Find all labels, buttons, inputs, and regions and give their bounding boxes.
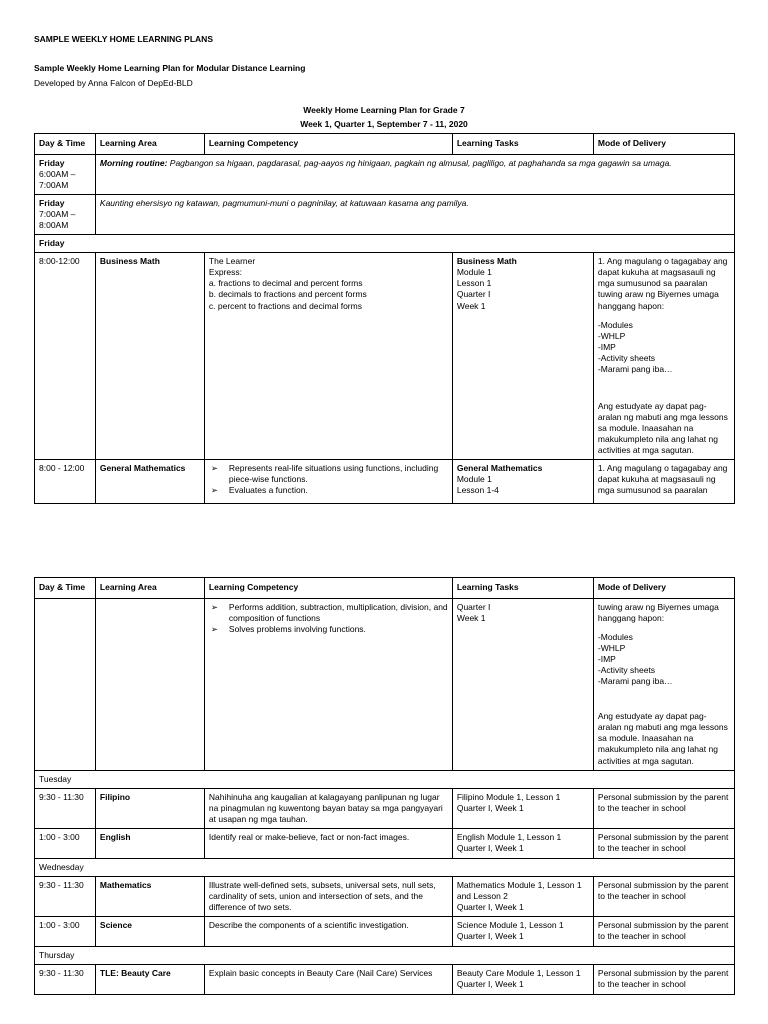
tasks-line: Filipino Module 1, Lesson 1 [456,791,561,802]
table-header-row [35,134,735,155]
competency-cell [204,253,452,460]
section-day-label: Wednesday [35,858,735,876]
table-row [35,916,735,946]
tasks-cell [452,253,593,460]
delivery-cell: Personal submission by the parent to the teacher in school [593,876,734,916]
delivery-spacer [598,312,730,320]
competency-line: The Learner [208,256,256,267]
tasks-line: Lesson 1 [456,278,492,289]
tasks-line: Quarter I, Week 1 [456,979,524,990]
delivery-line: -IMP [597,341,616,352]
tasks-line: Lesson 1-4 [456,485,499,496]
competency-item: ➢ Represents real-life situations using functions, including piece-wise functions. [210,463,439,485]
time-cell: 1:00 - 3:00 [35,828,96,858]
tasks-line: Quarter I, Week 1 [456,930,524,941]
table-header-row [35,578,735,599]
tasks-line: English Module 1, Lesson 1 [456,831,562,842]
competency-cell: Identify real or make-believe, fact or non-fact images. [204,828,452,858]
tasks-line: Quarter I [456,602,491,612]
delivery-line: -Modules [597,632,633,643]
time-cell: 9:30 - 11:30 [35,964,96,994]
tasks-line: Week 1 [456,300,486,311]
col-header-competency: Learning Competency [204,578,452,599]
competency-cell: Illustrate well-defined sets, subsets, universal sets, null sets, cardinality of sets, union and intersection of sets, and the difference of two sets. [204,876,452,916]
table-row [35,195,735,235]
tasks-title: General Mathematics [456,463,543,474]
day-time-cell [35,155,96,195]
plan-title: Sample Weekly Home Learning Plan for Modular Distance Learning [34,63,306,73]
delivery-spacer [598,687,730,711]
routine-cell [95,155,734,195]
time-cell: 8:00 - 12:00 [35,460,96,504]
delivery-cell [593,460,734,504]
tasks-line: Mathematics Module 1, Lesson 1 and Lesson 2 [456,879,582,901]
tasks-line: Quarter I, Week 1 [456,802,524,813]
learning-area-cell: Filipino [95,788,204,828]
grade-plan-title: Weekly Home Learning Plan for Grade 7 [303,105,465,115]
competency-cell [204,460,452,504]
delivery-line: -WHLP [597,330,626,341]
day-label: Friday [39,158,65,168]
competency-cell: Describe the components of a scientific investigation. [204,916,452,946]
tasks-cell [452,599,593,771]
delivery-line: Ang estudyate ay dapat pag-aralan ng mabuti ang mga lessons sa module. Inaasahan na makukumpleto nila ang lahat ng activities at mga sagutan. [597,711,728,766]
delivery-line: tuwing araw ng Biyernes umaga hanggang hapon: [597,602,719,624]
day-label: Friday [39,198,65,209]
col-header-delivery: Mode of Delivery [593,578,734,599]
table-row [35,828,735,858]
delivery-line: -IMP [597,654,616,665]
tasks-line: Quarter I [456,289,491,300]
competency-item: ➢ Solves problems involving functions. [210,624,366,635]
time-cell: 9:30 - 11:30 [35,876,96,916]
arrowhead-bullet-icon: ➢ [210,485,219,496]
col-header-day-time: Day & Time [35,134,96,155]
delivery-line: 1. Ang magulang o tagagabay ang dapat kukuha at magsasauli ng mga sumusunod sa paaralan [597,463,728,496]
delivery-line: -WHLP [597,643,626,654]
delivery-cell [593,253,734,460]
learning-area-cell: Science [95,916,204,946]
delivery-line: -Marami pang iba… [597,363,673,374]
time-cell [35,599,96,771]
doc-title: SAMPLE WEEKLY HOME LEARNING PLANS [34,34,213,44]
section-row [35,858,735,876]
tasks-cell [452,964,593,994]
learning-area-cell: General Mathematics [95,460,204,504]
time-label: 6:00AM – 7:00AM [39,169,76,191]
table-row [35,253,735,460]
tasks-cell [452,828,593,858]
table-row [35,155,735,195]
tasks-line: Quarter I, Week 1 [456,901,524,912]
section-row [35,946,735,964]
section-day-label: Friday [35,235,735,253]
learning-area-cell [95,599,204,771]
time-cell: 1:00 - 3:00 [35,916,96,946]
plan-credit: Developed by Anna Falcon of DepEd-BLD [34,78,193,88]
delivery-spacer [598,375,730,401]
competency-item: ➢ Performs addition, subtraction, multiplication, division, and composition of functions [210,602,448,624]
delivery-cell: Personal submission by the parent to the teacher in school [593,916,734,946]
tasks-title: Business Math [456,256,517,267]
delivery-cell: Personal submission by the parent to the teacher in school [593,964,734,994]
delivery-spacer [598,624,730,632]
learning-area-cell: Business Math [95,253,204,460]
day-time-cell [35,195,96,235]
learning-plan-table-page2 [34,577,735,995]
tasks-cell [452,460,593,504]
col-header-day-time: Day & Time [35,578,96,599]
routine-text: Pagbangon sa higaan, pagdarasal, pag-aayos ng hinigaan, pagkain ng almusal, pagliligo, at paghahanda sa mga gagawin sa umaga. [167,158,672,168]
section-day-label: Thursday [35,946,735,964]
table-row [35,876,735,916]
time-cell: 8:00-12:00 [35,253,96,460]
col-header-delivery: Mode of Delivery [593,134,734,155]
col-header-learning-area: Learning Area [95,578,204,599]
arrowhead-bullet-icon: ➢ [210,463,219,474]
col-header-tasks: Learning Tasks [452,134,593,155]
competency-line: Express: [208,267,242,278]
delivery-cell: Personal submission by the parent to the teacher in school [593,828,734,858]
delivery-line: 1. Ang magulang o tagagabay ang dapat kukuha at magsasauli ng mga sumusunod sa paaralan tuwing araw ng Biyernes umaga hanggang hapon: [597,256,728,311]
col-header-tasks: Learning Tasks [452,578,593,599]
col-header-learning-area: Learning Area [95,134,204,155]
learning-area-cell: Mathematics [95,876,204,916]
tasks-cell [452,788,593,828]
routine-label: Morning routine: [99,158,168,168]
learning-area-cell: English [95,828,204,858]
section-day-label: Tuesday [35,770,735,788]
table-row [35,460,735,504]
competency-line: a. fractions to decimal and percent forms [208,278,363,289]
delivery-line: -Activity sheets [597,352,656,363]
week-subtitle: Week 1, Quarter 1, September 7 - 11, 2020 [300,119,468,129]
tasks-line: Module 1 [456,267,492,278]
tasks-line: Week 1 [456,613,486,624]
tasks-line: Beauty Care Module 1, Lesson 1 [456,967,581,978]
competency-line: b. decimals to fractions and percent forms [208,289,367,300]
delivery-cell [593,599,734,771]
col-header-competency: Learning Competency [204,134,452,155]
tasks-line: Science Module 1, Lesson 1 [456,919,564,930]
delivery-line: Ang estudyate ay dapat pag-aralan ng mabuti ang mga lessons sa module. Inaasahan na makukumpleto nila ang lahat ng activities at mga sagutan. [597,400,728,455]
tasks-line: Module 1 [456,474,492,485]
delivery-line: -Modules [597,319,633,330]
table-row [35,788,735,828]
table-row [35,964,735,994]
tasks-line: Quarter I, Week 1 [456,842,524,853]
delivery-cell: Personal submission by the parent to the teacher in school [593,788,734,828]
competency-item: ➢ Evaluates a function. [210,485,308,496]
tasks-cell [452,876,593,916]
competency-cell: Explain basic concepts in Beauty Care (Nail Care) Services [204,964,452,994]
tasks-cell [452,916,593,946]
competency-cell: Nahihinuha ang kaugalian at kalagayang panlipunan ng lugar na pinagmulan ng kuwentong bayan batay sa mga pangyayari at usapan ng mga tauhan. [204,788,452,828]
time-label: 7:00AM – 8:00AM [39,209,76,231]
time-cell: 9:30 - 11:30 [35,788,96,828]
delivery-line: -Marami pang iba… [597,676,673,687]
competency-line: c. percent to fractions and decimal forms [208,300,362,311]
routine-cell [95,195,734,235]
delivery-line: -Activity sheets [597,665,656,676]
arrowhead-bullet-icon: ➢ [210,624,219,635]
competency-cell [204,599,452,771]
section-row [35,235,735,253]
learning-area-cell: TLE: Beauty Care [95,964,204,994]
section-row [35,770,735,788]
table-row [35,599,735,771]
arrowhead-bullet-icon: ➢ [210,602,219,612]
learning-plan-table-page1 [34,133,735,504]
routine-text: Kaunting ehersisyo ng katawan, pagmumuni-muni o pagninilay, at katuwaan kasama ang pamilya. [99,198,469,209]
